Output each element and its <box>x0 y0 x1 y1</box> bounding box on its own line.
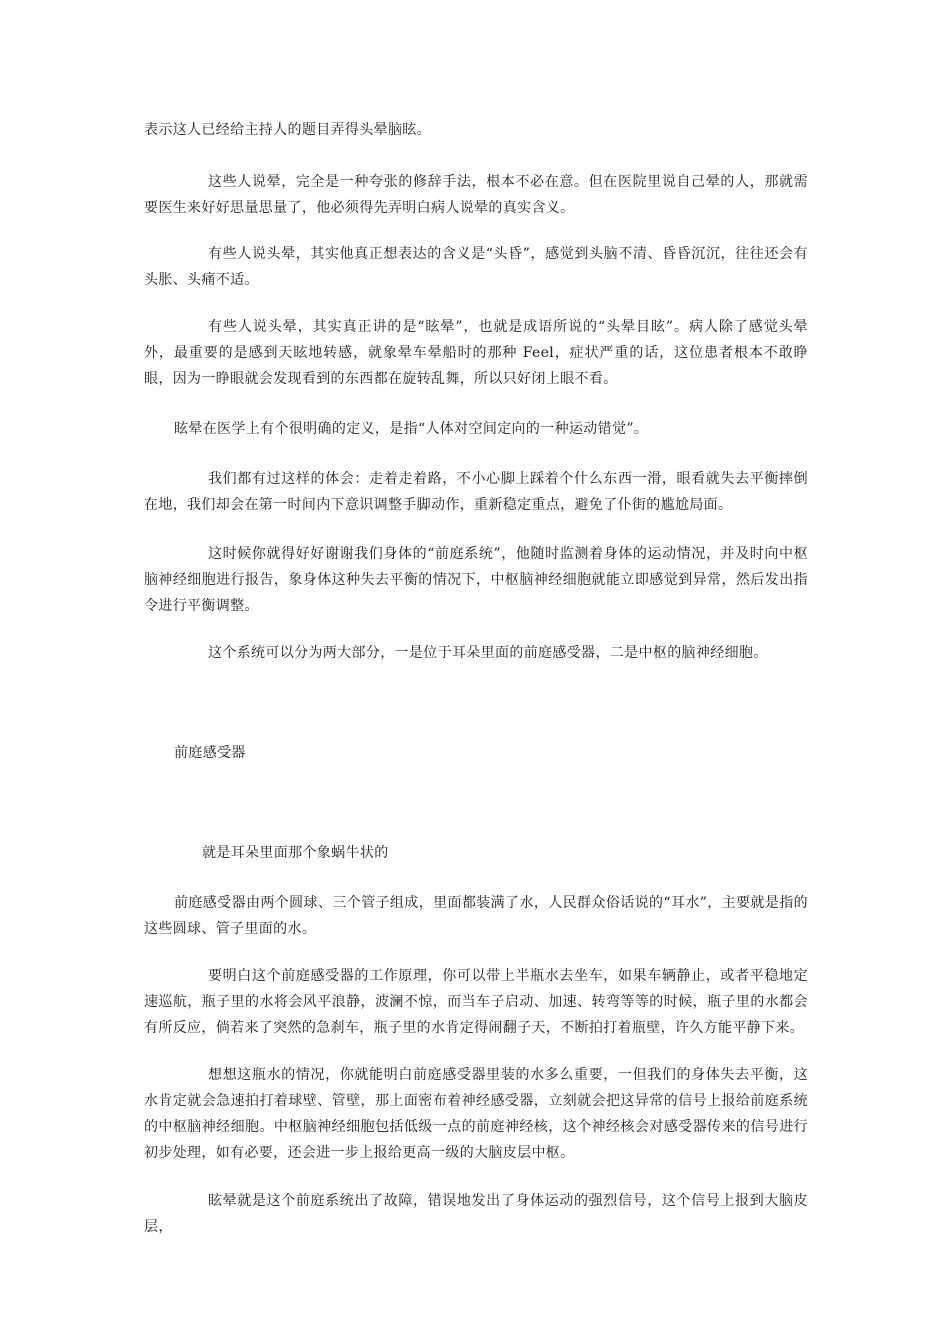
paragraph-1: 表示这人已经给主持人的题目弄得头晕脑眩。 <box>144 122 431 138</box>
paragraph-10: 要明白这个前庭感受器的工作原理，你可以带上半瓶水去坐车，如果车辆静止，或者平稳地定速巡航，瓶子里的水将会风平浪静，波澜不惊，而当车子启动、加速、转弯等等的时候，瓶子里的水都会有所反应，倘若来了突然的急刹车，瓶子里的水肯定得闹翻子天，不断拍打着瓶壁，许久方能平静下来。 <box>144 968 808 1036</box>
paragraph-2: 这些人说晕，完全是一种夸张的修辞手法，根本不必在意。但在医院里说自己晕的人，那就需要医生来好好思量思量了，他必须得先弄明白病人说晕的真实含义。 <box>144 174 808 216</box>
paragraph-6: 我们都有过这样的体会：走着走着路，不小心脚上踩着个什么东西一滑，眼看就失去平衡摔倒在地，我们却会在第一时间内下意识调整手脚动作，重新稳定重点，避免了仆街的尴尬局面。 <box>144 471 808 513</box>
paragraph-9: 前庭感受器由两个圆球、三个管子组成，里面都装满了水，人民群众俗话说的“耳水”，主要就是指的这些圆球、管子里面的水。 <box>144 895 808 937</box>
paragraph-5: 眩晕在医学上有个很明确的定义，是指“人体对空间定向的一种运动错觉”。 <box>174 421 649 437</box>
paragraph-8: 这个系统可以分为两大部分，一是位于耳朵里面的前庭感受器，二是中枢的脑神经细胞。 <box>208 645 768 661</box>
image-caption: 就是耳朵里面那个象蜗牛状的 <box>202 845 389 861</box>
paragraph-12: 眩晕就是这个前庭系统出了故障，错误地发出了身体运动的强烈信号，这个信号上报到大脑皮层， <box>144 1193 808 1235</box>
paragraph-4: 有些人说头晕，其实真正讲的是“眩晕”，也就是成语所说的“头晕目眩”。病人除了感觉头晕外，最重要的是感到天眩地转感，就象晕车晕船时的那种 Feel，症状严重的话，这位患者根本不敢睁眼，因为一睁眼就会发现看到的东西都在旋转乱舞，所以只好闭上眼不看。 <box>144 319 808 387</box>
paragraph-7: 这时候你就得好好谢谢我们身体的“前庭系统”，他随时监测着身体的运动情况，并及时向中枢脑神经细胞进行报告，象身体这种失去平衡的情况下，中枢脑神经细胞就能立即感觉到异常，然后发出指令进行平衡调整。 <box>144 546 808 614</box>
section-heading: 前庭感受器 <box>174 745 246 761</box>
paragraph-3: 有些人说头晕，其实他真正想表达的含义是“头昏”，感觉到头脑不清、昏昏沉沉，往往还会有头胀、头痛不适。 <box>144 246 808 288</box>
paragraph-11: 想想这瓶水的情况，你就能明白前庭感受器里装的水多么重要，一但我们的身体失去平衡，这水肯定就会急速拍打着球壁、管壁，那上面密布着神经感受器，立刻就会把这异常的信号上报给前庭系统的中枢脑神经细胞。中枢脑神经细胞包括低级一点的前庭神经核，这个神经核会对感受器传来的信号进行初步处理，如有必要，还会进一步上报给更高一级的大脑皮层中枢。 <box>144 1067 808 1161</box>
